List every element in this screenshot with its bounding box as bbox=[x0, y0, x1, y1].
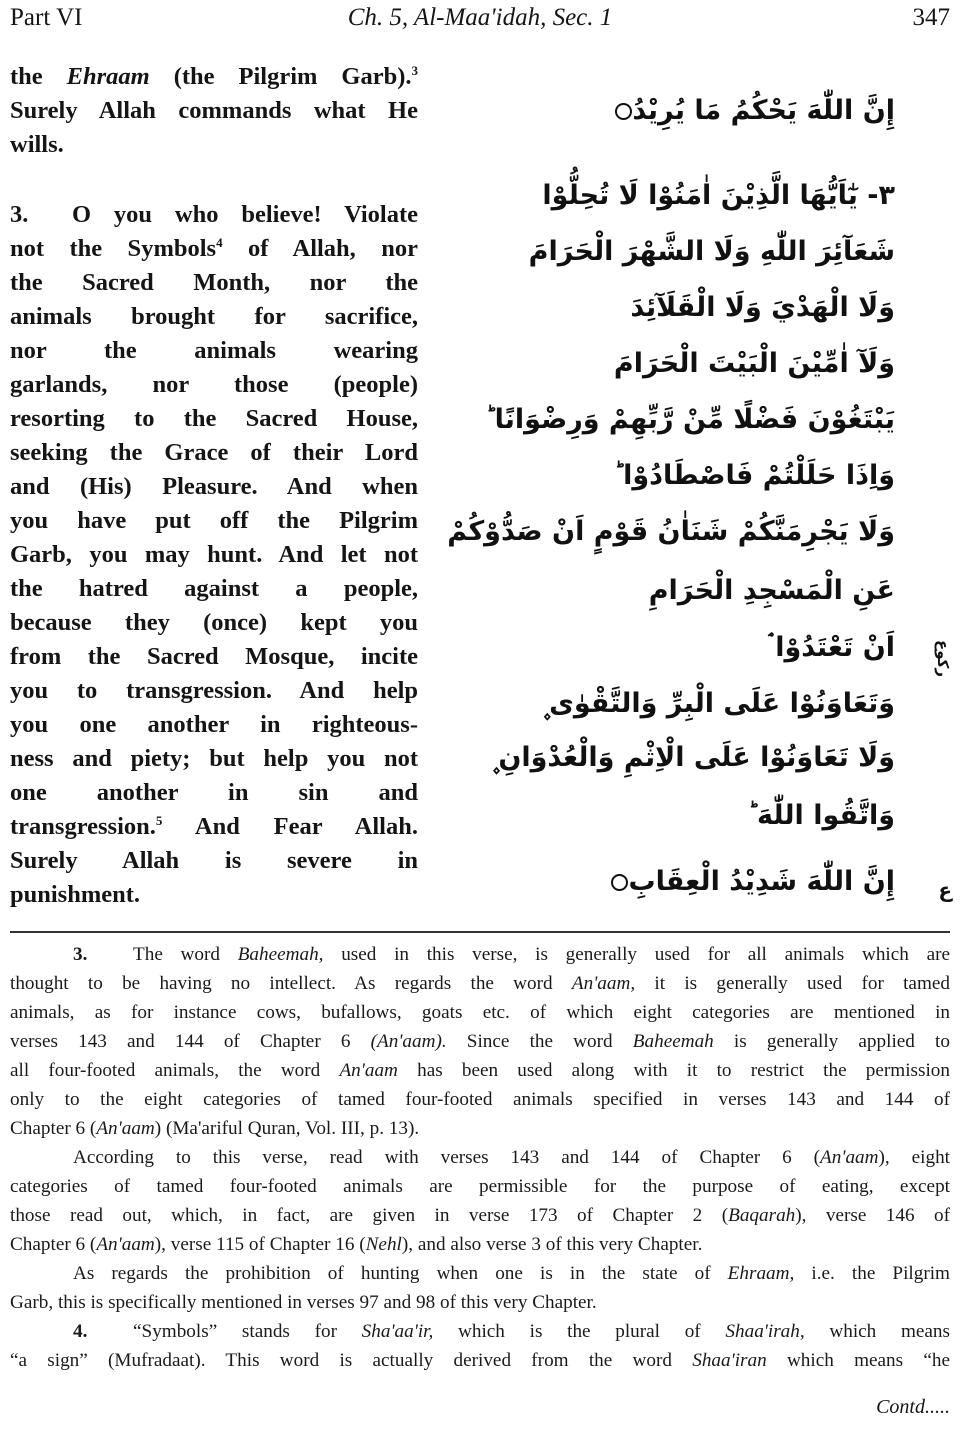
line-text: one another in sin and bbox=[10, 779, 418, 806]
line-text: you to transgression. And help bbox=[10, 677, 418, 704]
footnote-text: Garb, this is specifically mentioned in verses 97 and 98 of this very Chapter. bbox=[10, 1292, 597, 1313]
translation-line bbox=[10, 436, 418, 470]
arabic-text: وَلَا تَعَاوَنُوْا عَلَى الْاِثْمِ وَالْعُدْوَانِ ۪ bbox=[491, 742, 895, 773]
line-text: garlands, nor those (people) bbox=[10, 371, 418, 398]
arabic-text: وَتَعَاوَنُوْا عَلَى الْبِرِّ وَالتَّقْوٰى ۪ bbox=[542, 688, 895, 719]
translation-line bbox=[10, 538, 418, 572]
arabic-line bbox=[614, 348, 895, 379]
footnote-text: all four-footed animals, the word bbox=[10, 1060, 340, 1081]
italic-term: Baqarah bbox=[728, 1205, 796, 1226]
footnote-ref: 3 bbox=[411, 63, 418, 78]
footnote-text: which means “he bbox=[766, 1350, 950, 1371]
footnote-text: “a sign” (Mufradaat). This word is actually derived from the word bbox=[10, 1350, 693, 1371]
footnote-line bbox=[10, 1172, 950, 1201]
footnote-text: According to this verse, read with verses 143 and 144 of Chapter 6 ( bbox=[73, 1147, 821, 1168]
footnote-line bbox=[10, 1288, 950, 1317]
italic-term: Ehraam bbox=[66, 63, 150, 90]
translation-line bbox=[10, 60, 418, 94]
footnote-text: which means bbox=[804, 1321, 950, 1342]
arabic-text: وَاِذَا حَلَلْتُمْ فَاصْطَادُوْا ؕ bbox=[613, 460, 895, 491]
footnote-line bbox=[10, 998, 950, 1027]
translation-line bbox=[10, 504, 418, 538]
translation-line bbox=[10, 742, 418, 776]
translation-line bbox=[10, 708, 418, 742]
footnote-text: i.e. the Pilgrim bbox=[794, 1263, 950, 1284]
line-text: seeking the Grace of their Lord bbox=[10, 439, 418, 466]
footnote-text: ), verse 115 of Chapter 16 ( bbox=[154, 1234, 366, 1255]
line-text: Surely Allah is severe in bbox=[10, 847, 418, 874]
line-text: wills. bbox=[10, 131, 64, 158]
page-number: 347 bbox=[912, 4, 950, 31]
arabic-text: شَعَآئِرَ اللّٰهِ وَلَا الشَّهْرَ الْحَرَامَ bbox=[528, 236, 895, 267]
line-text: Garb, you may hunt. And let not bbox=[10, 541, 418, 568]
translation-line bbox=[10, 402, 418, 436]
italic-term: Shaa'irah, bbox=[725, 1321, 805, 1342]
arabic-text: يَبْتَغُوْنَ فَضْلًا مِّنْ رَّبِّهِمْ وَرِضْوَانًا ؕ bbox=[485, 404, 895, 435]
arabic-text: اَنْ تَعْتَدُوْا ۘ bbox=[768, 632, 895, 663]
verse-end-marker-icon bbox=[611, 874, 628, 891]
arabic-line bbox=[614, 460, 895, 491]
arabic-text: إِنَّ اللّٰهَ يَحْكُمُ مَا يُرِيْدُ bbox=[632, 95, 895, 126]
line-text: (the Pilgrim Garb). bbox=[149, 63, 412, 90]
arabic-text: وَلَا يَجْرِمَنَّكُمْ شَنَاٰنُ قَوْمٍ اَنْ صَدُّوْكُمْ bbox=[447, 516, 895, 547]
footnote-line bbox=[10, 940, 950, 969]
arabic-line bbox=[630, 292, 895, 323]
arabic-text: عَنِ الْمَسْجِدِ الْحَرَامِ bbox=[648, 575, 895, 606]
translation-line bbox=[10, 470, 418, 504]
ain-margin-mark: ع bbox=[938, 878, 952, 902]
line-text: the bbox=[10, 63, 67, 90]
verse-number: 3. bbox=[10, 201, 29, 228]
italic-term: An'aam bbox=[96, 1118, 155, 1139]
translation-block-continued bbox=[10, 60, 418, 162]
translation-line bbox=[10, 572, 418, 606]
line-text: and (His) Pleasure. And when bbox=[10, 473, 418, 500]
translation-line bbox=[10, 606, 418, 640]
arabic-line bbox=[607, 866, 895, 897]
italic-term: Ehraam, bbox=[727, 1263, 795, 1284]
arabic-line bbox=[492, 742, 895, 774]
arabic-line bbox=[611, 95, 895, 126]
verse-end-marker-icon bbox=[615, 103, 632, 120]
line-text: you one another in righteous- bbox=[10, 711, 418, 738]
footnote-ref: 4 bbox=[216, 235, 223, 250]
arabic-line bbox=[485, 404, 895, 435]
translation-line bbox=[10, 94, 418, 128]
footnote-text: ) (Ma'ariful Quran, Vol. III, p. 13). bbox=[154, 1118, 420, 1139]
chapter-title: Ch. 5, Al-Maa'idah, Sec. 1 bbox=[347, 4, 613, 31]
translation-line bbox=[10, 232, 418, 266]
footnote-text: has been used along with it to restrict the permission bbox=[397, 1060, 950, 1081]
footnote-text: ), verse 146 of bbox=[795, 1205, 950, 1226]
italic-term: (An'aam). bbox=[370, 1031, 447, 1052]
translation-line bbox=[10, 776, 418, 810]
footnote-text: ), eight bbox=[878, 1147, 950, 1168]
footnote-line bbox=[10, 1114, 950, 1143]
footnote-line bbox=[10, 1230, 950, 1259]
translation-line bbox=[10, 266, 418, 300]
arabic-line bbox=[529, 236, 895, 267]
line-text: the hatred against a people, bbox=[10, 575, 418, 602]
arabic-text: وَلَآ اٰمِّيْنَ الْبَيْتَ الْحَرَامَ bbox=[613, 348, 895, 379]
footnote-ref: 5 bbox=[155, 813, 163, 828]
footnote-text: thought to be having no intellect. As regards the word bbox=[10, 973, 572, 994]
translation-line bbox=[10, 844, 418, 878]
line-text: ness and piety; but help you not bbox=[10, 745, 418, 772]
footnote-text: The word bbox=[133, 944, 238, 965]
arabic-text: وَاتَّقُوا اللّٰهَ ؕ bbox=[747, 800, 895, 831]
translation-line bbox=[10, 810, 418, 844]
footnote-number: 3. bbox=[73, 944, 88, 965]
italic-term: Baheemah, bbox=[237, 944, 324, 965]
arabic-line bbox=[447, 516, 895, 547]
arabic-text: إِنَّ اللّٰهَ شَدِيْدُ الْعِقَابِ bbox=[628, 866, 895, 897]
arabic-line bbox=[649, 575, 895, 606]
part-label: Part VI bbox=[10, 4, 83, 31]
footnote-text: Chapter 6 ( bbox=[10, 1234, 97, 1255]
italic-term: Nehl bbox=[365, 1234, 402, 1255]
italic-term: Baheemah bbox=[632, 1031, 714, 1052]
translation-line bbox=[10, 640, 418, 674]
line-text: punishment. bbox=[10, 881, 141, 908]
ruku-margin-mark: ركوع bbox=[934, 640, 952, 678]
line-text: because they (once) kept you bbox=[10, 609, 418, 636]
footnote-line bbox=[10, 1085, 950, 1114]
footnote-text: only to the eight categories of tamed four-footed animals specified in verses 143 and 144 of bbox=[10, 1089, 950, 1110]
arabic-line bbox=[769, 632, 895, 664]
translation-line bbox=[10, 300, 418, 334]
translation-verse-3 bbox=[10, 198, 418, 912]
footnote-line bbox=[10, 1056, 950, 1085]
line-text: of Allah, nor bbox=[222, 235, 418, 262]
footnote-line bbox=[10, 1027, 950, 1056]
arabic-line bbox=[748, 800, 895, 831]
translation-line bbox=[10, 198, 418, 232]
footnote-number: 4. bbox=[73, 1321, 88, 1342]
footnote-text: verses 143 and 144 of Chapter 6 bbox=[10, 1031, 371, 1052]
italic-term: An'aam bbox=[96, 1234, 155, 1255]
footnote-line bbox=[10, 1346, 950, 1375]
line-text: Surely Allah commands what He bbox=[10, 97, 418, 124]
line-text: And Fear Allah. bbox=[162, 813, 418, 840]
footnote-text: it is generally used for tamed bbox=[635, 973, 950, 994]
line-text: resorting to the Sacred House, bbox=[10, 405, 418, 432]
translation-line bbox=[10, 368, 418, 402]
footnote-text: Since the word bbox=[446, 1031, 633, 1052]
arabic-text: ٣- يٰٓاَيُّهَا الَّذِيْنَ اٰمَنُوْا لَا تُحِلُّوْا bbox=[542, 180, 895, 211]
line-text: from the Sacred Mosque, incite bbox=[10, 643, 418, 670]
translation-line bbox=[10, 334, 418, 368]
line-text: you have put off the Pilgrim bbox=[10, 507, 418, 534]
translation-line bbox=[10, 878, 418, 912]
footnote-text: “Symbols” stands for bbox=[133, 1321, 362, 1342]
footnotes bbox=[10, 940, 950, 1375]
translation-line bbox=[10, 674, 418, 708]
footnote-line bbox=[10, 1201, 950, 1230]
footnote-line bbox=[10, 1259, 950, 1288]
footnote-text: which is the plural of bbox=[433, 1321, 726, 1342]
line-text: the Sacred Month, nor the bbox=[10, 269, 418, 296]
footnote-text: animals, as for instance cows, bufallows, goats etc. of which eight categories are mentioned in bbox=[10, 1002, 950, 1023]
arabic-line bbox=[542, 688, 895, 720]
line-text: not the Symbols bbox=[10, 235, 217, 262]
footnote-text: categories of tamed four-footed animals are permissible for the purpose of eating, except bbox=[10, 1176, 950, 1197]
italic-term: An'aam, bbox=[571, 973, 636, 994]
footnote-divider bbox=[10, 931, 950, 933]
footnote-text: is generally applied to bbox=[713, 1031, 950, 1052]
footnote-text: those read out, which, in fact, are given in verse 173 of Chapter 2 ( bbox=[10, 1205, 729, 1226]
line-text: nor the animals wearing bbox=[10, 337, 418, 364]
arabic-text: وَلَا الْهَدْيَ وَلَا الْقَلَآئِدَ bbox=[630, 292, 895, 323]
translation-line bbox=[10, 128, 418, 162]
footnote-text: As regards the prohibition of hunting when one is in the state of bbox=[73, 1263, 728, 1284]
italic-term: Shaa'iran bbox=[692, 1350, 767, 1371]
italic-term: Sha'aa'ir, bbox=[361, 1321, 434, 1342]
line-text: animals brought for sacrifice, bbox=[10, 303, 418, 330]
line-text: transgression. bbox=[10, 813, 156, 840]
footnote-line bbox=[10, 1143, 950, 1172]
continued-label: Contd..... bbox=[876, 1396, 950, 1418]
italic-term: An'aam bbox=[339, 1060, 398, 1081]
arabic-text-column bbox=[425, 0, 895, 930]
footnote-line bbox=[10, 1317, 950, 1346]
arabic-line bbox=[542, 180, 895, 211]
footnote-text: ), and also verse 3 of this very Chapter. bbox=[401, 1234, 703, 1255]
footnote-text: used in this verse, is generally used for all animals which are bbox=[323, 944, 950, 965]
footnote-line bbox=[10, 969, 950, 998]
line-text: O you who believe! Violate bbox=[72, 201, 418, 228]
italic-term: An'aam bbox=[820, 1147, 879, 1168]
footnote-text: Chapter 6 ( bbox=[10, 1118, 97, 1139]
